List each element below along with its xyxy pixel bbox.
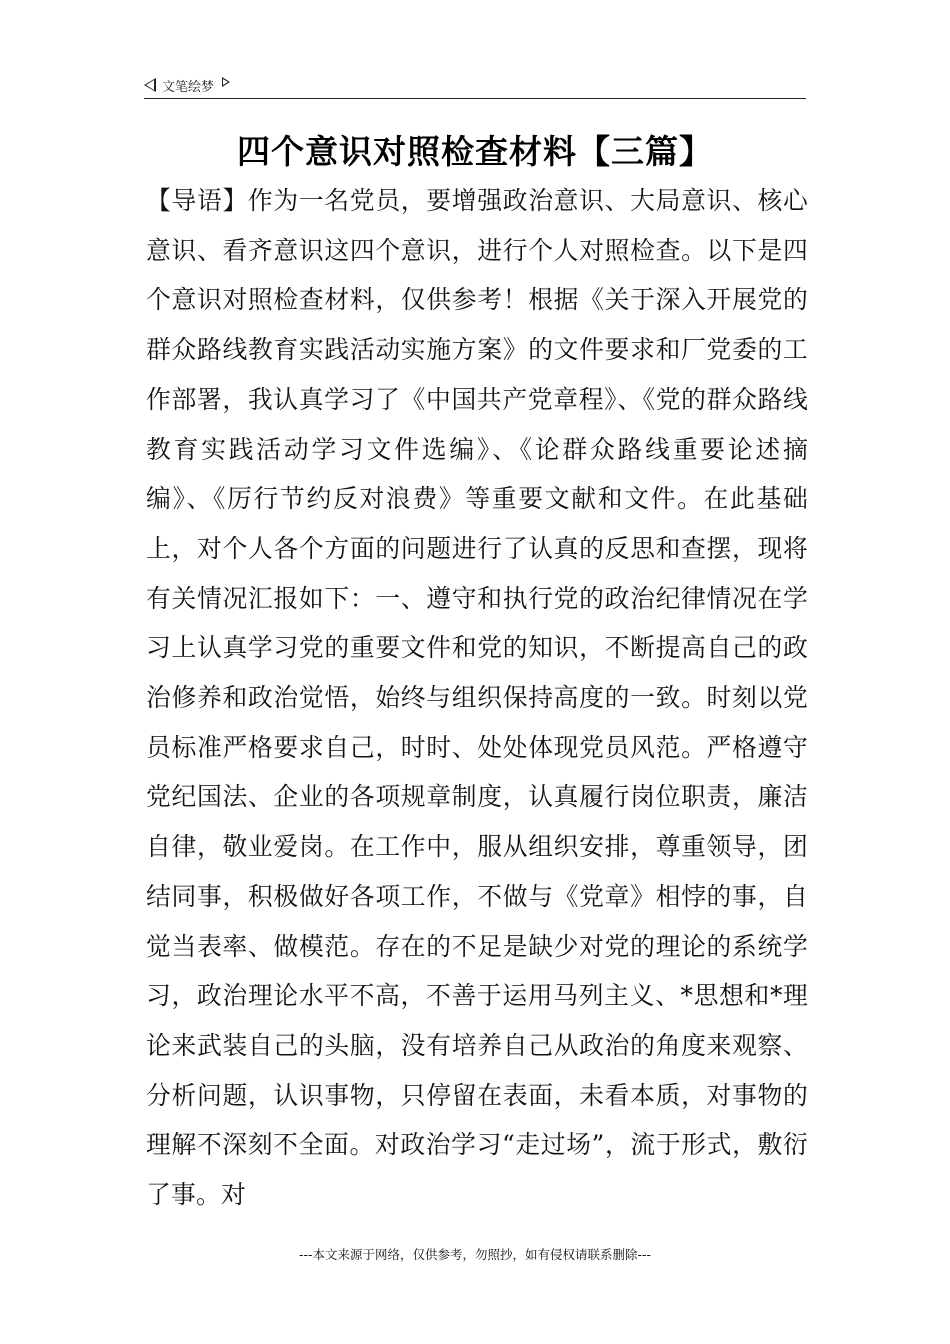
triangle-right-icon [222,77,230,87]
document-body: 【导语】作为一名党员，要增强政治意识、大局意识、核心意识、看齐意识这四个意识，进行个人对照检查。以下是四个意识对照检查材料，仅供参考！根据《关于深入开展党的群众路线教育实践活动实施方案》的文件要求和厂党委的工作部署，我认真学习了《中国共产党章程》、《党的群众路线教育实践活动学习文件选编》、《论群众路线重要论述摘编》、《厉行节约反对浪费》等重要文献和文件。在此基础上，对个人各个方面的问题进行了认真的反思和查摆，现将有关情况汇报如下：一、遵守和执行党的政治纪律情况在学习上认真学习党的重要文件和党的知识，不断提高自己的政治修养和政治觉悟，始终与组织保持高度的一致。时刻以党员标准严格要求自己，时时、处处体现党员风范。严格遵守党纪国法、企业的各项规章制度，认真履行岗位职责，廉洁自律，敬业爱岗。在工作中，服从组织安排，尊重领导，团结同事，积极做好各项工作，不做与《党章》相悖的事，自觉当表率、做模范。存在的不足是缺少对党的理论的系统学习，政治理论水平不高，不善于运用马列主义、*思想和*理论来武装自己的头脑，没有培养自己从政治的角度来观察、分析问题，认识事物，只停留在表面，未看本质，对事物的理解不深刻不全面。对政治学习“走过场”，流于形式，敷衍了事。对 [146,186,808,1210]
header-label: 文笔绘梦 [162,79,215,95]
page-footer: ---本文来源于网络，仅供参考，勿照抄，如有侵权请联系删除--- [298,1247,652,1262]
document-title: 四个意识对照检查材料【三篇】 [237,132,713,171]
triangle-left-icon [144,78,156,92]
page-header [144,74,806,99]
